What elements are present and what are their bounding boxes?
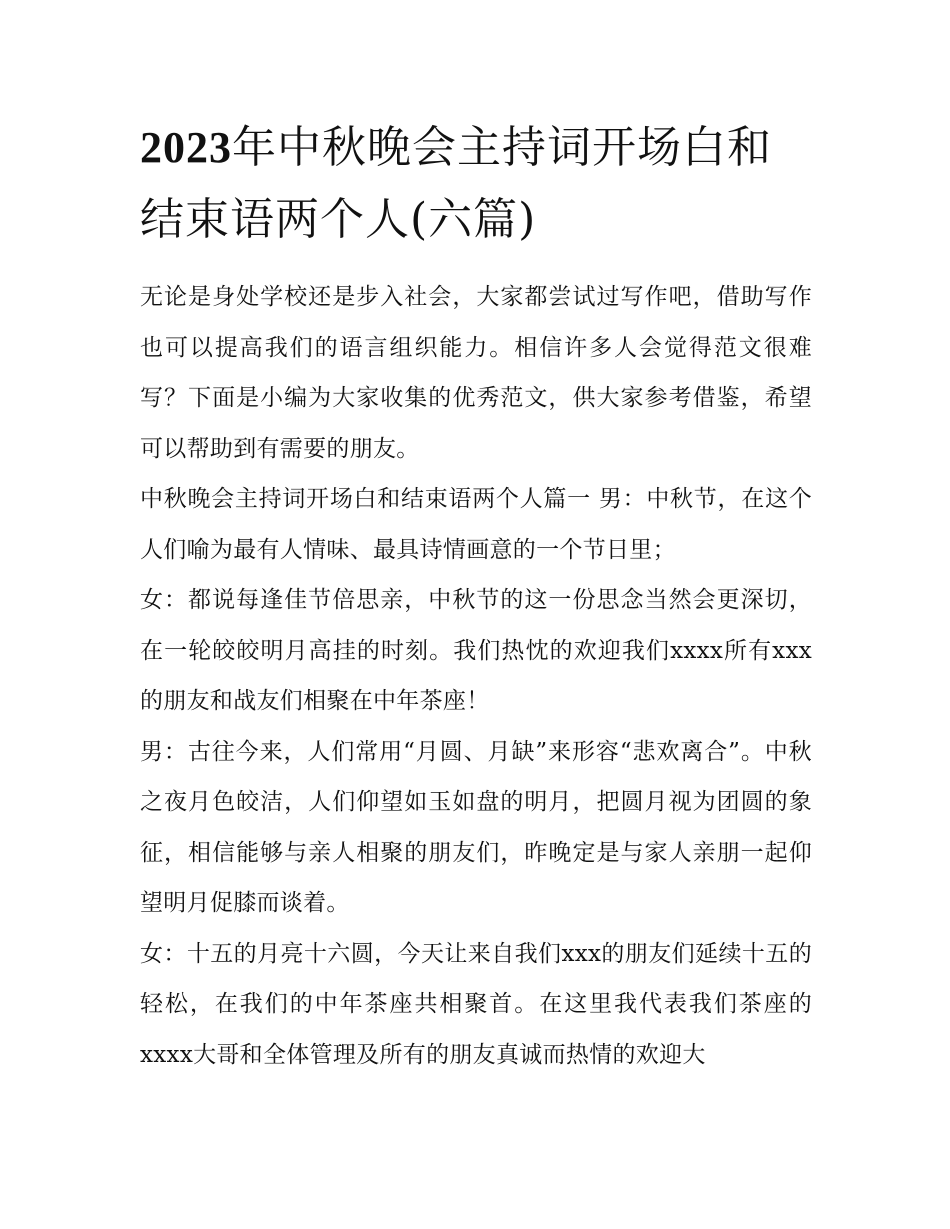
title-year: 2023 xyxy=(140,123,232,172)
paragraph-female-host-1: 女：都说每逢佳节倍思亲，中秋节的这一份思念当然会更深切，在一轮皎皎明月高挂的时刻。我们热忱的欢迎我们xxxx所有xxx的朋友和战友们相聚在中年茶座！ xyxy=(140,587,812,714)
paragraph-section-one-opening: 中秋晚会主持词开场白和结束语两个人篇一 男：中秋节，在这个人们喻为最有人情味、最具诗情画意的一个节日里； xyxy=(140,486,812,563)
title-text: 年中秋晚会主持词开场白和结束语两个人(六篇) xyxy=(140,122,772,245)
paragraph-female-host-2: 女：十五的月亮十六圆，今天让来自我们xxx的朋友们延续十五的轻松，在我们的中年茶座共相聚首。在这里我代表我们茶座的xxxx大哥和全体管理及所有的朋友真诚而热情的欢迎大 xyxy=(140,940,812,1068)
document-title xyxy=(140,112,812,256)
intro-paragraph: 无论是身处学校还是步入社会，大家都尝试过写作吧，借助写作也可以提高我们的语言组织能力。相信许多人会觉得范文很难写？下面是小编为大家收集的优秀范文，供大家参考借鉴，希望可以帮助到有需要的朋友。 xyxy=(140,284,812,462)
document-body xyxy=(140,272,812,1080)
document-page xyxy=(140,112,812,1080)
paragraph-male-host-1: 男：古往今来，人们常用“月圆、月缺”来形容“悲欢离合”。中秋之夜月色皎洁，人们仰望如玉如盘的明月，把圆月视为团圆的象征，相信能够与亲人相聚的朋友们，昨晚定是与家人亲朋一起仰望明月促膝而谈着。 xyxy=(140,738,812,916)
